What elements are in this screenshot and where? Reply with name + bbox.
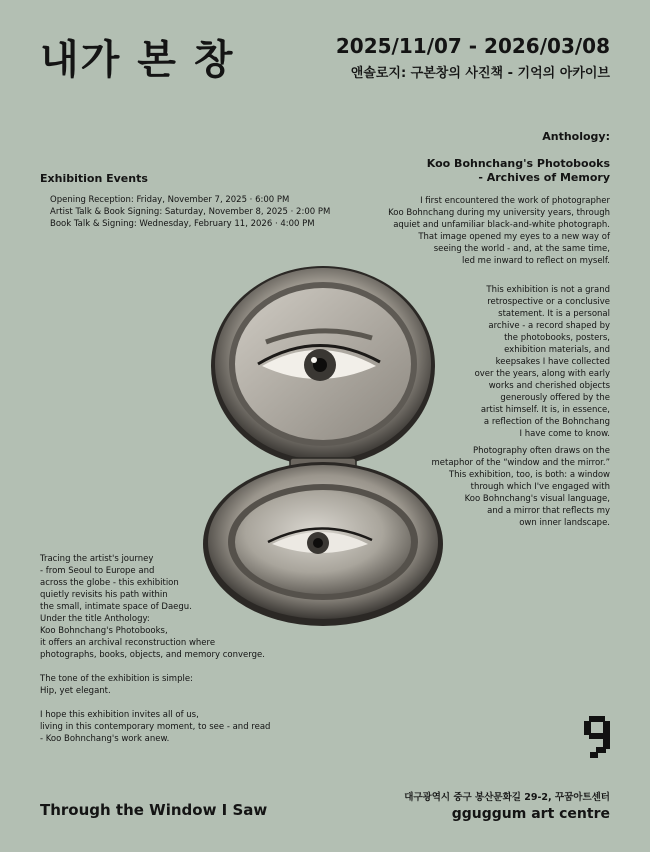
event-item: Book Talk & Signing: Wednesday, February 11, 2026 · 4:00 PM xyxy=(50,219,315,229)
journey-paragraph xyxy=(40,553,290,661)
text-line: This exhibition is not a grand xyxy=(486,285,610,295)
window-mirror-paragraph xyxy=(420,445,610,529)
archive-paragraph xyxy=(470,284,610,440)
text-line: Photography often draws on the xyxy=(473,446,610,456)
text-line: - from Seoul to Europe and xyxy=(40,566,155,576)
text-line: quietly revisits his path within xyxy=(40,590,168,600)
text-line: Koo Bohnchang's Photobooks, xyxy=(40,626,168,636)
events-list xyxy=(50,194,330,230)
text-line: Tracing the artist's journey xyxy=(40,554,154,564)
text-line: over the years, along with early xyxy=(474,369,610,379)
text-line: the photobooks, posters, xyxy=(504,333,610,343)
english-title: Through the Window I Saw xyxy=(40,801,268,819)
event-item: Opening Reception: Friday, November 7, 2025 · 6:00 PM xyxy=(50,195,290,205)
venue-name: gguggum art centre xyxy=(451,806,610,822)
text-line: keepsakes I have collected xyxy=(495,357,610,367)
text-line: metaphor of the “window and the mirror.” xyxy=(431,458,610,468)
text-line: Koo Bohnchang's visual language, xyxy=(464,494,610,504)
tone-paragraph xyxy=(40,673,290,697)
text-line: works and cherished objects xyxy=(488,381,610,391)
text-line: Hip, yet elegant. xyxy=(40,686,111,696)
text-line: seeing the world - and, at the same time, xyxy=(433,244,610,254)
text-line: led me inward to reflect on myself. xyxy=(461,256,610,266)
text-line: and a mirror that reflects my xyxy=(487,506,610,516)
text-line: The tone of the exhibition is simple: xyxy=(40,674,193,684)
text-line: I hope this exhibition invites all of us, xyxy=(40,710,199,720)
korean-title: 내가 본 창 xyxy=(40,37,235,83)
text-line: generously offered by the xyxy=(500,393,610,403)
text-line: Koo Bohnchang during my university years, through xyxy=(388,208,610,218)
text-line: That image opened my eyes to a new way of xyxy=(418,232,610,242)
text-line: across the globe - this exhibition xyxy=(40,578,179,588)
text-line: This exhibition, too, is both: a window xyxy=(448,470,610,480)
anthology-title-line: Koo Bohnchang's Photobooks xyxy=(426,157,610,170)
text-line: through which I've engaged with xyxy=(470,482,610,492)
text-line: archive - a record shaped by xyxy=(488,321,610,331)
venue-logo-icon xyxy=(584,716,610,758)
text-line: I have come to know. xyxy=(519,429,610,439)
text-line: Under the title Anthology: xyxy=(40,614,150,624)
venue-address: 대구광역시 중구 봉산문화길 29-2, 꾸꿈아트센터 xyxy=(404,792,610,803)
text-line: living in this contemporary moment, to see - and read xyxy=(40,722,271,732)
text-line: artist himself. It is, in essence, xyxy=(480,405,610,415)
exhibition-dates: 2025/11/07 - 2026/03/08 xyxy=(335,34,610,58)
anthology-title-line: - Archives of Memory xyxy=(478,171,610,184)
invitation-paragraph xyxy=(40,709,290,745)
text-line: exhibition materials, and xyxy=(504,345,610,355)
anthology-label: Anthology: xyxy=(542,130,610,143)
text-line: the small, intimate space of Daegu. xyxy=(40,602,192,612)
text-line: own inner landscape. xyxy=(519,518,610,528)
text-line: statement. It is a personal xyxy=(498,309,610,319)
text-line: retrospective or a conclusive xyxy=(487,297,610,307)
intro-paragraph xyxy=(350,195,610,267)
text-line: - Koo Bohnchang's work anew. xyxy=(40,734,170,744)
event-item: Artist Talk & Book Signing: Saturday, November 8, 2025 · 2:00 PM xyxy=(50,207,331,217)
journey-text xyxy=(40,553,290,757)
text-line: photographs, books, objects, and memory converge. xyxy=(40,650,265,660)
text-line: I first encountered the work of photographer xyxy=(420,196,610,206)
text-line: it offers an archival reconstruction where xyxy=(40,638,216,648)
text-line: a reflection of the Bohnchang xyxy=(483,417,610,427)
anthology-title xyxy=(427,157,610,185)
events-heading: Exhibition Events xyxy=(40,172,148,185)
korean-subtitle: 앤솔로지: 구본창의 사진책 - 기억의 아카이브 xyxy=(350,66,610,81)
text-line: aquiet and unfamiliar black-and-white photograph. xyxy=(393,220,610,230)
